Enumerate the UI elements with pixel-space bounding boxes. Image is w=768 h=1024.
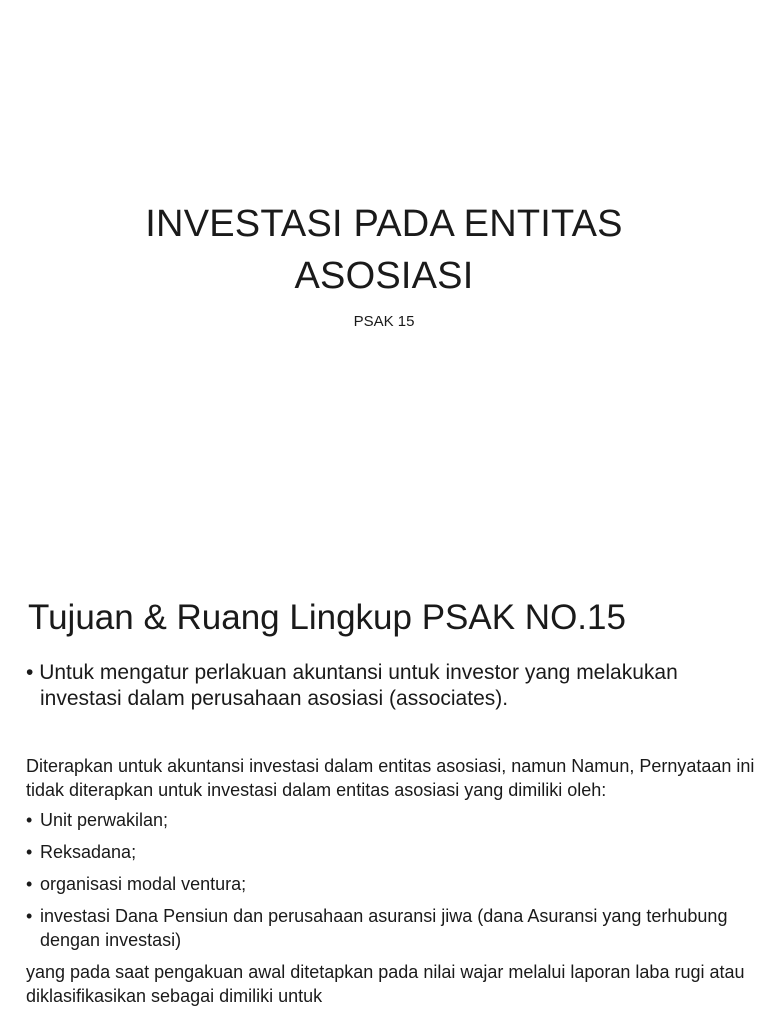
- scope-body: [26, 754, 756, 1008]
- list-item-text: investasi Dana Pensiun dan perusahaan asuransi jiwa (dana Asuransi yang terhubung dengan investasi): [40, 906, 728, 950]
- bullet-marker: •: [26, 661, 34, 684]
- main-bullet-text: Untuk mengatur perlakuan akuntansi untuk investor yang melakukan investasi dalam perusahaan asosiasi (associates).: [39, 661, 678, 710]
- slide-title-line-2: ASOSIASI: [294, 255, 474, 297]
- list-item-text: Reksadana;: [40, 842, 137, 862]
- list-item: [26, 904, 756, 952]
- bullet-marker: •: [26, 810, 33, 830]
- bullet-marker: •: [26, 906, 33, 926]
- list-item: [26, 808, 756, 832]
- bullet-marker: •: [26, 874, 33, 894]
- list-item-text: Unit perwakilan;: [40, 810, 169, 830]
- slide-title: [0, 198, 768, 302]
- main-bullet: [26, 660, 755, 712]
- scope-paragraph: Diterapkan untuk akuntansi investasi dalam entitas asosiasi, namun Namun, Pernyataan ini tidak diterapkan untuk investasi dalam entitas asosiasi yang dimiliki oleh:: [26, 756, 755, 800]
- bullet-marker: •: [26, 842, 33, 862]
- content-slide-title: Tujuan & Ruang Lingkup PSAK NO.15: [28, 598, 626, 637]
- list-item: [26, 840, 756, 864]
- content-slide: [0, 576, 768, 1024]
- slide-subtitle: PSAK 15: [353, 313, 415, 330]
- list-item-text: organisasi modal ventura;: [40, 874, 247, 894]
- list-item: [26, 872, 756, 896]
- slide-title-line-1: INVESTASI PADA ENTITAS: [145, 203, 623, 245]
- tail-paragraph: yang pada saat pengakuan awal ditetapkan pada nilai wajar melalui laporan laba rugi atau diklasifikasikan sebagai dimiliki untuk: [26, 962, 745, 1006]
- exclusion-list: [26, 808, 756, 952]
